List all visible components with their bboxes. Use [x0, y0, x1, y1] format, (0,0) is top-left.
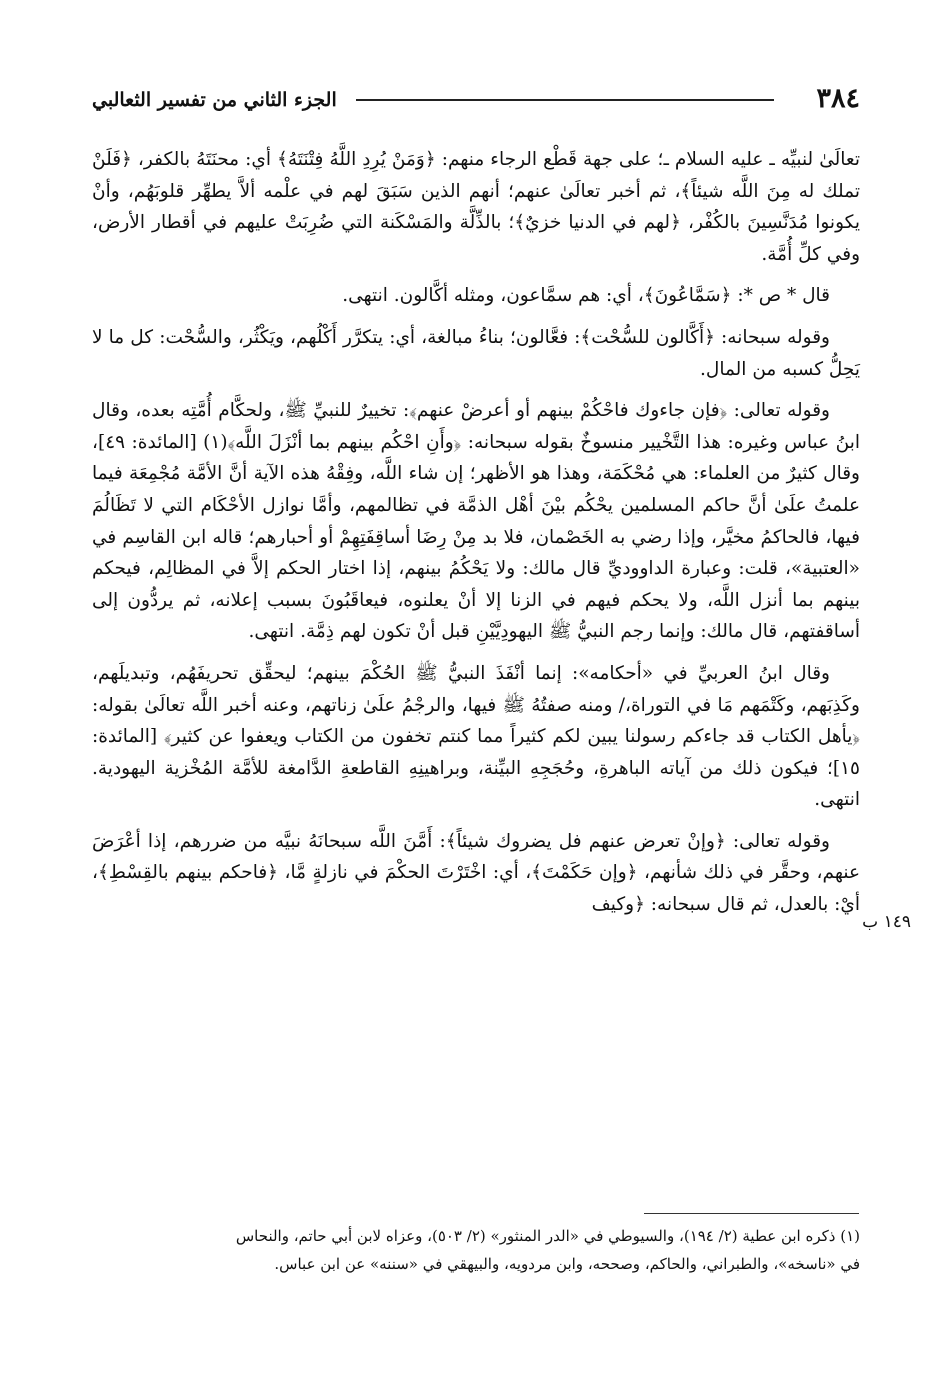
paragraph-1: تعالَىٰ لنبيِّه ـ عليه السلام ـ؛ على جهة قَطْع الرجاء منهم: ﴿وَمَنْ يُرِدِ اللَّهُ فِتْنَتَهُ﴾ أي: محنَتَهُ بالكفر، ﴿فَلَنْ تملك له مِنَ اللَّه شيئاً﴾، ثم أخبر تعالَىٰ عنهم؛ أنهم الذين سَبَقَ لهم في علْمه ألاَّ يطهِّر قلوبَهُم، وأنْ يكونوا مُدَنَّسِينَ بالكُفْر، ﴿لهم في الدنيا خزيٌ﴾؛ بالذِّلَّة والمَسْكَنة التي ضُرِبَتْ عليهم في أقطار الأرض، وفي كلِّ أُمَّة.: [92, 149, 860, 265]
footnote-1-line-1: (١) ذكره ابن عطية (٢/ ١٩٤)، والسيوطي في «الدر المنثور» (٢/ ٥٠٣)، وعزاه لابن أبي حاتم، والنحاس: [235, 1227, 860, 1245]
header-rule: [356, 99, 774, 101]
footnotes: [92, 1222, 860, 1278]
paragraph-3: وقوله سبحانه: ﴿أَكَّالون للسُّحْت﴾: فعَّالون؛ بناءُ مبالغة، أي: يتكرَّر أَكْلُهم، ويَكْثُر، والسُّحْت: كل ما لا يَحِلُّ كسبه من المال.: [92, 326, 860, 380]
footnote-1-line-2: في «ناسخه»، والطبراني، والحاكم، وصححه، وابن مردويه، والبيهقي في «سننه» عن ابن عباس.: [274, 1255, 860, 1273]
paragraph-4: وقوله تعالى: ﴿فإن جاءوك فاحْكُمْ بينهم أو أعرضْ عنهم﴾: تخييرٌ للنبيِّ ﷺ، ولحكَّام أُمَّتِه بعده، وقال ابنُ عباس وغيره: هذا التَّخْيير منسوخٌ بقوله سبحانه: ﴿وأَنِ احْكُم بينهم بما أنْزَلَ اللَّه﴾(١) [المائدة: ٤٩]، وقال كثيرٌ من العلماء: هي مُحْكَمَة، وهذا هو الأظهر؛ إن شاء اللَّه، وفِقْهُ هذه الآية أنَّ الأمَّة مُجْمِعَة فيما علمتُ علَىٰ أنَّ حاكم المسلمين يحْكُم بيْنَ أهْل الذمَّة في تظالمهم، وأمَّا نوازل الأحْكَام التي لا تَظَالُمَ فيها، فالحاكمُ مخيَّر، وإذا رضي به الخَصْمان، فلا بد مِنْ رِضَا أساقِفَتِهِمْ أو أحبارهم؛ قاله ابن القاسِم في «العتبية»، قلت: وعبارة الداووديِّ قال مالك: ولا يَحْكُمُ بينهم، إذا اختار الحكم إلاَّ في المظالِم، فيحكم بينهم بما أنزل اللَّه، ولا يحكم فيهم في الزنا إلا أنْ يعلنوه، فيعاقَبُونَ بسبب إعلانه، ثم يردُّون إلى أساقفتهم، قال مالك: وإنما رجم النبيُّ ﷺ اليهودِيَّيْنِ قبل أنْ تكون لهم ذِمَّة. انتهى.: [92, 400, 860, 643]
paragraph-2: قال * ص *: ﴿سَمَّاعُونَ﴾، أي: هم سمَّاعون، ومثله أكَّالون. انتهى.: [342, 285, 830, 307]
manuscript-folio-marker: ١٤٩ ب: [862, 912, 911, 932]
main-text: [92, 144, 860, 931]
paragraph-6: وقوله تعالى: ﴿وإنْ تعرض عنهم فل يضروك شيئاً﴾: أَمَّنَ اللَّه سبحانَهُ نبيَّه من ضررهم، إذا أعْرَضَ عنهم، وحقَّر في ذلك شأنهم، ﴿وإن حَكَمْتَ﴾، أي: اخْتَرْتَ الحكْمَ في نازلةٍ مَّا، ﴿فاحكم بينهم بالقِسْطِ﴾، أيْ: بالعدل، ثم قال سبحانه: ﴿وكيف: [92, 830, 860, 916]
running-title: الجزء الثاني من تفسير الثعالبي: [92, 89, 337, 111]
paragraph-5: وقال ابنُ العربيِّ في «أحكامه»: إنما أنْفَذَ النبيُّ ﷺ الحُكْمَ بينهم؛ ليحقِّق تحريفَهُم، وتبديلَهم، وكَذِبَهم، وكَتْمَهم مَا في التوراة،/ ومنه صفتُهُ ﷺ فيها، والرجْمُ علَىٰ زناتهم، وعنه أخبر اللَّه تعالَىٰ بقوله: ﴿يأهل الكتاب قد جاءكم رسولنا يبين لكم كثيراً مما كنتم تخفون من الكتاب ويعفوا عن كثير﴾ [المائدة: ١٥]؛ فيكون ذلك من آياته الباهرةِ، وحُجَجِهِ البيِّنة، وبراهينِهِ القاطعةِ الدَّامغة للأمَّة المُخْزية اليهودية. انتهى.: [92, 662, 860, 811]
page-header: [92, 82, 860, 122]
footnote-rule: [644, 1213, 859, 1214]
page-number: ٣٨٤: [816, 83, 860, 114]
